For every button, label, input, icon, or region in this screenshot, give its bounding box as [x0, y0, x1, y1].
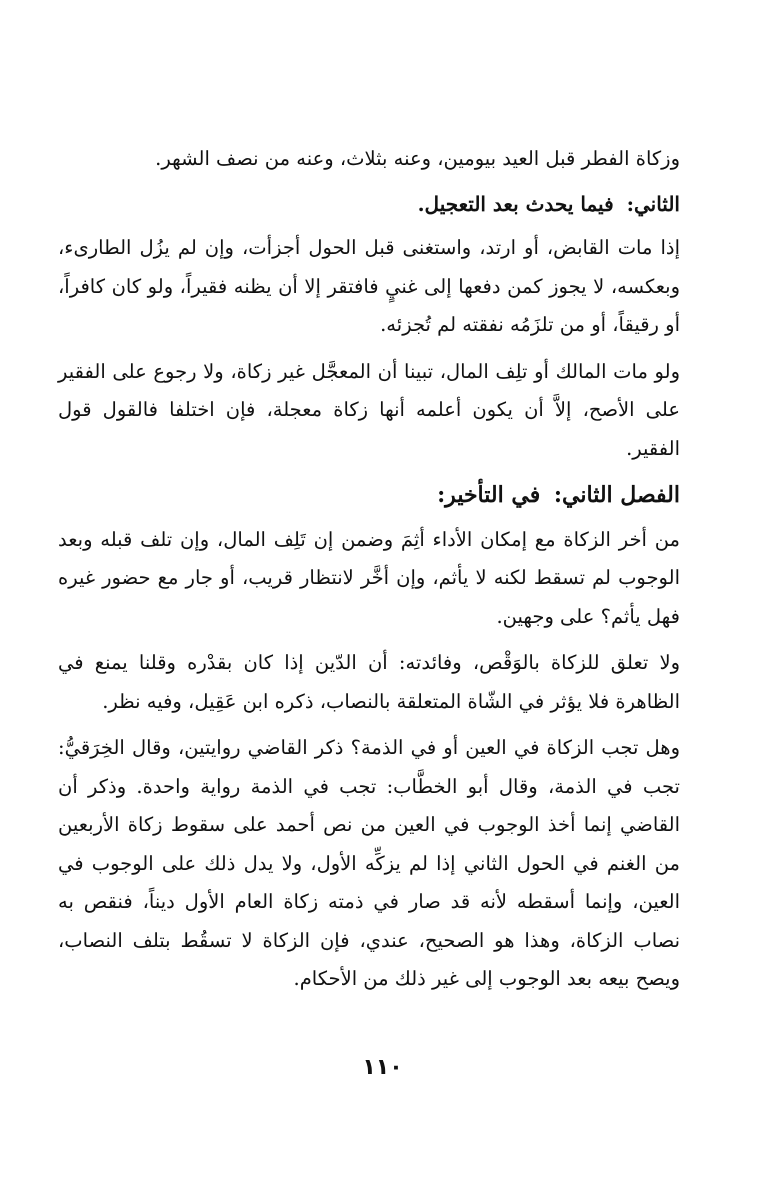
section-heading-two [58, 185, 680, 224]
section-heading-title: فيما يحدث بعد التعجيل. [417, 191, 614, 216]
section-heading-label: الثاني: [626, 191, 680, 216]
chapter-heading-title: في التأخير: [437, 482, 541, 508]
chapter-heading-two [58, 476, 680, 515]
paragraph: وهل تجب الزكاة في العين أو في الذمة؟ ذكر القاضي روايتين، وقال الخِرَقيُّ: تجب في الذمة، وقال أبو الخطَّاب: تجب في الذمة رواية واحدة. وذكر أن القاضي إنما أخذ الوجوب في العين من نص أحمد على سقوط زكاة الأربعين من الغنم في الحول الثاني إذا لم يزكِّه الأول، ولا يدل ذلك على الوجوب في العين، وإنما أسقطه لأنه قد صار في ذمته زكاة العام الأول ديناً، فنقص به نصاب الزكاة، وهذا هو الصحيح، عندي، فإن الزكاة لا تسقُط بتلف النصاب، ويصح بيعه بعد الوجوب إلى غير ذلك من الأحكام. [58, 736, 680, 990]
paragraph: ولو مات المالك أو تلِف المال، تبينا أن المعجَّل غير زكاة، ولا رجوع على الفقير على الأصح، إلاَّ أن يكون أعلمه أنها زكاة معجلة، فإن اختلفا فالقول قول الفقير. [58, 359, 680, 460]
paragraph: من أخر الزكاة مع إمكان الأداء أثِمَ وضمن إن تَلِف المال، وإن تلف قبله وبعد الوجوب لم تسقط لكنه لا يأثم، وإن أخَّر لانتظار قريب، أو جار مع حضور غيره فهل يأثم؟ على وجهين. [58, 527, 680, 628]
paragraph: ولا تعلق للزكاة بالوَقْص، وفائدته: أن الدّين إذا كان بقدْره وقلنا يمنع في الظاهرة فلا يؤثر في الشّاة المتعلقة بالنصاب، ذكره ابن عَقِيل، وفيه نظر. [58, 651, 680, 713]
page-number: ١١٠ [362, 1055, 403, 1080]
paragraph: إذا مات القابض، أو ارتد، واستغنى قبل الحول أجزأت، وإن لم يزُل الطارىء، وبعكسه، لا يجوز كمن دفعها إلى غنيٍ فافتقر إلا أن يظنه فقيراً، ولو كان كافراً، أو رقيقاً، أو من تلزَمُه نفقته لم تُجزئه. [58, 236, 680, 336]
intro-paragraph: وزكاة الفطر قبل العيد بيومين، وعنه بثلاث، وعنه من نصف الشهر. [155, 147, 680, 170]
chapter-heading-label: الفصل الثاني: [553, 482, 680, 508]
document-body [58, 140, 680, 1007]
